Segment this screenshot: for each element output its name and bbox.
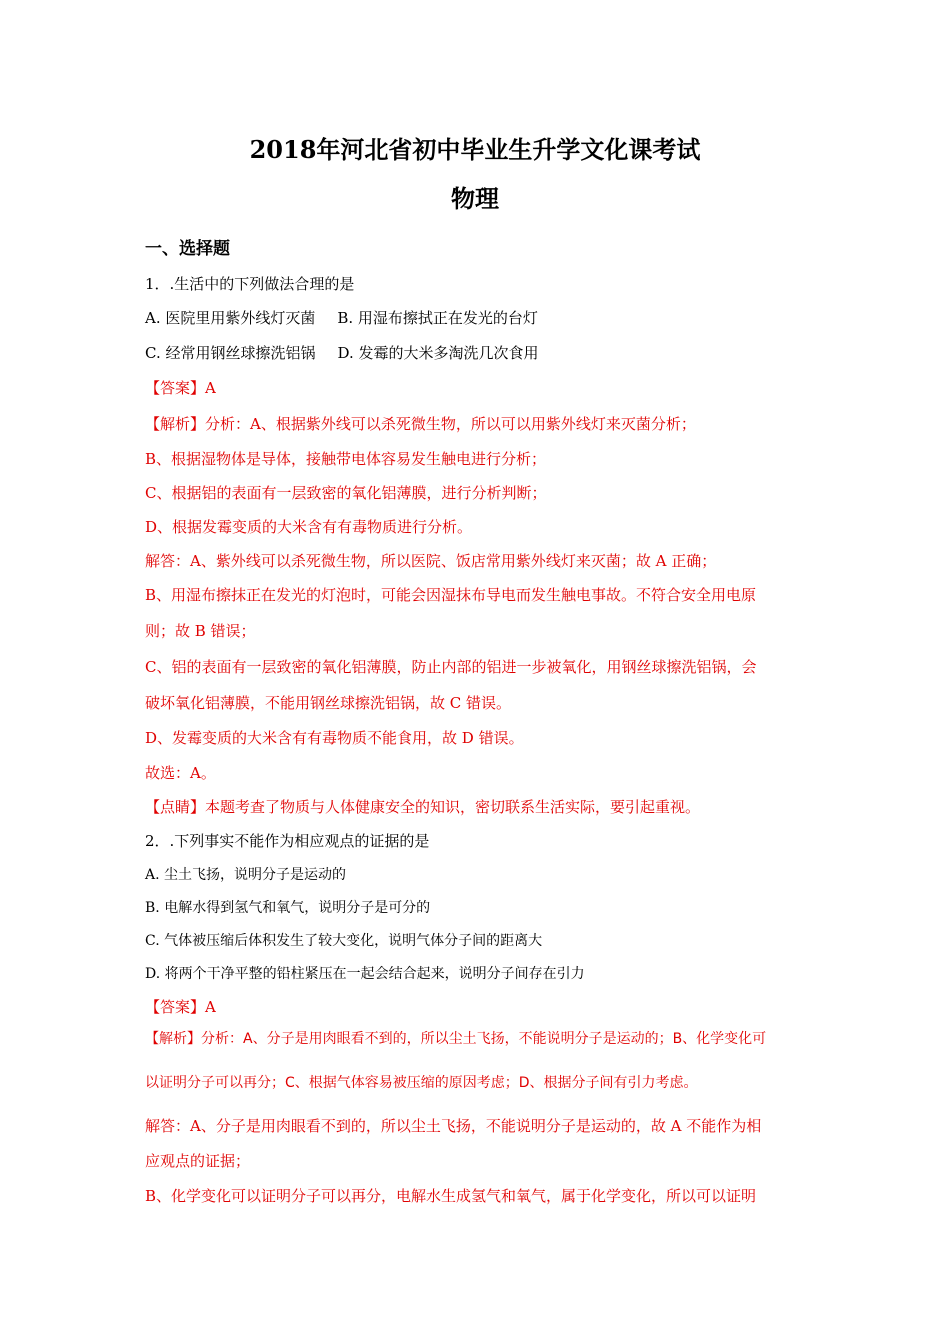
analysis-line: 以证明分子可以再分；C、根据气体容易被压缩的原因考虑；D、根据分子间有引力考虑。 bbox=[145, 1075, 698, 1091]
analysis-line: 解答：A、紫外线可以杀死微生物，所以医院、饭店常用紫外线灯来灭菌；故 A 正确； bbox=[145, 552, 717, 570]
analysis-line: B、用湿布擦抹正在发光的灯泡时，可能会因湿抹布导电而发生触电事故。不符合安全用电原 bbox=[145, 586, 757, 604]
question-1-options-row-1 bbox=[145, 307, 825, 329]
analysis-line: B、化学变化可以证明分子可以再分，电解水生成氢气和氧气，属于化学变化，所以可以证明 bbox=[145, 1187, 757, 1205]
analysis-line: 解答：A、分子是用肉眼看不到的，所以尘土飞扬，不能说明分子是运动的，故 A 不能作为相 bbox=[145, 1117, 762, 1135]
analysis-line: B、根据湿物体是导体，接触带电体容易发生触电进行分析； bbox=[145, 450, 547, 468]
option-d: D. 将两个干净平整的铅柱紧压在一起会结合起来，说明分子间存在引力 bbox=[145, 966, 585, 982]
question-1-answer: 【答案】A bbox=[145, 379, 216, 397]
option-a: A. 医院里用紫外线灯灭菌 bbox=[145, 309, 316, 327]
analysis-line: 破坏氧化铝薄膜，不能用钢丝球擦洗铝锅，故 C 错误。 bbox=[145, 694, 512, 712]
option-a: A. 尘土飞扬，说明分子是运动的 bbox=[145, 867, 347, 883]
analysis-line: C、铝的表面有一层致密的氧化铝薄膜，防止内部的铝进一步被氧化，用钢丝球擦洗铝锅，会 bbox=[145, 658, 757, 676]
analysis-line: D、发霉变质的大米含有有毒物质不能食用，故 D 错误。 bbox=[145, 729, 524, 747]
question-1-options-row-2 bbox=[145, 342, 825, 364]
document-title: 2018年河北省初中毕业生升学文化课考试 bbox=[249, 135, 701, 164]
analysis-line: 【解析】分析：A、根据紫外线可以杀死微生物，所以可以用紫外线灯来灭菌分析； bbox=[145, 415, 696, 433]
document-subtitle: 物理 bbox=[451, 184, 499, 213]
analysis-line: D、根据发霉变质的大米含有有毒物质进行分析。 bbox=[145, 518, 473, 536]
analysis-line: 【点睛】本题考查了物质与人体健康安全的知识，密切联系生活实际，要引起重视。 bbox=[145, 798, 701, 816]
analysis-line: C、根据铝的表面有一层致密的氧化铝薄膜，进行分析判断； bbox=[145, 484, 547, 502]
analysis-line: 则；故 B 错误； bbox=[145, 622, 256, 640]
option-c: C. 经常用钢丝球擦洗铝锅 bbox=[145, 344, 316, 362]
question-2-stem: 2．.下列事实不能作为相应观点的证据的是 bbox=[145, 832, 430, 850]
option-b: B. 电解水得到氢气和氧气，说明分子是可分的 bbox=[145, 900, 431, 916]
option-d: D. 发霉的大米多淘洗几次食用 bbox=[337, 344, 539, 362]
question-1-stem: 1．.生活中的下列做法合理的是 bbox=[145, 275, 355, 293]
analysis-line: 【解析】分析：A、分子是用肉眼看不到的，所以尘土飞扬，不能说明分子是运动的；B、化学变化可 bbox=[145, 1031, 767, 1047]
option-b: B. 用湿布擦拭正在发光的台灯 bbox=[337, 309, 538, 327]
option-c: C. 气体被压缩后体积发生了较大变化，说明气体分子间的距离大 bbox=[145, 933, 543, 949]
analysis-line: 应观点的证据； bbox=[145, 1152, 251, 1170]
section-heading: 一、选择题 bbox=[145, 239, 230, 259]
analysis-line: 故选：A。 bbox=[145, 764, 216, 782]
question-2-answer: 【答案】A bbox=[145, 998, 216, 1016]
